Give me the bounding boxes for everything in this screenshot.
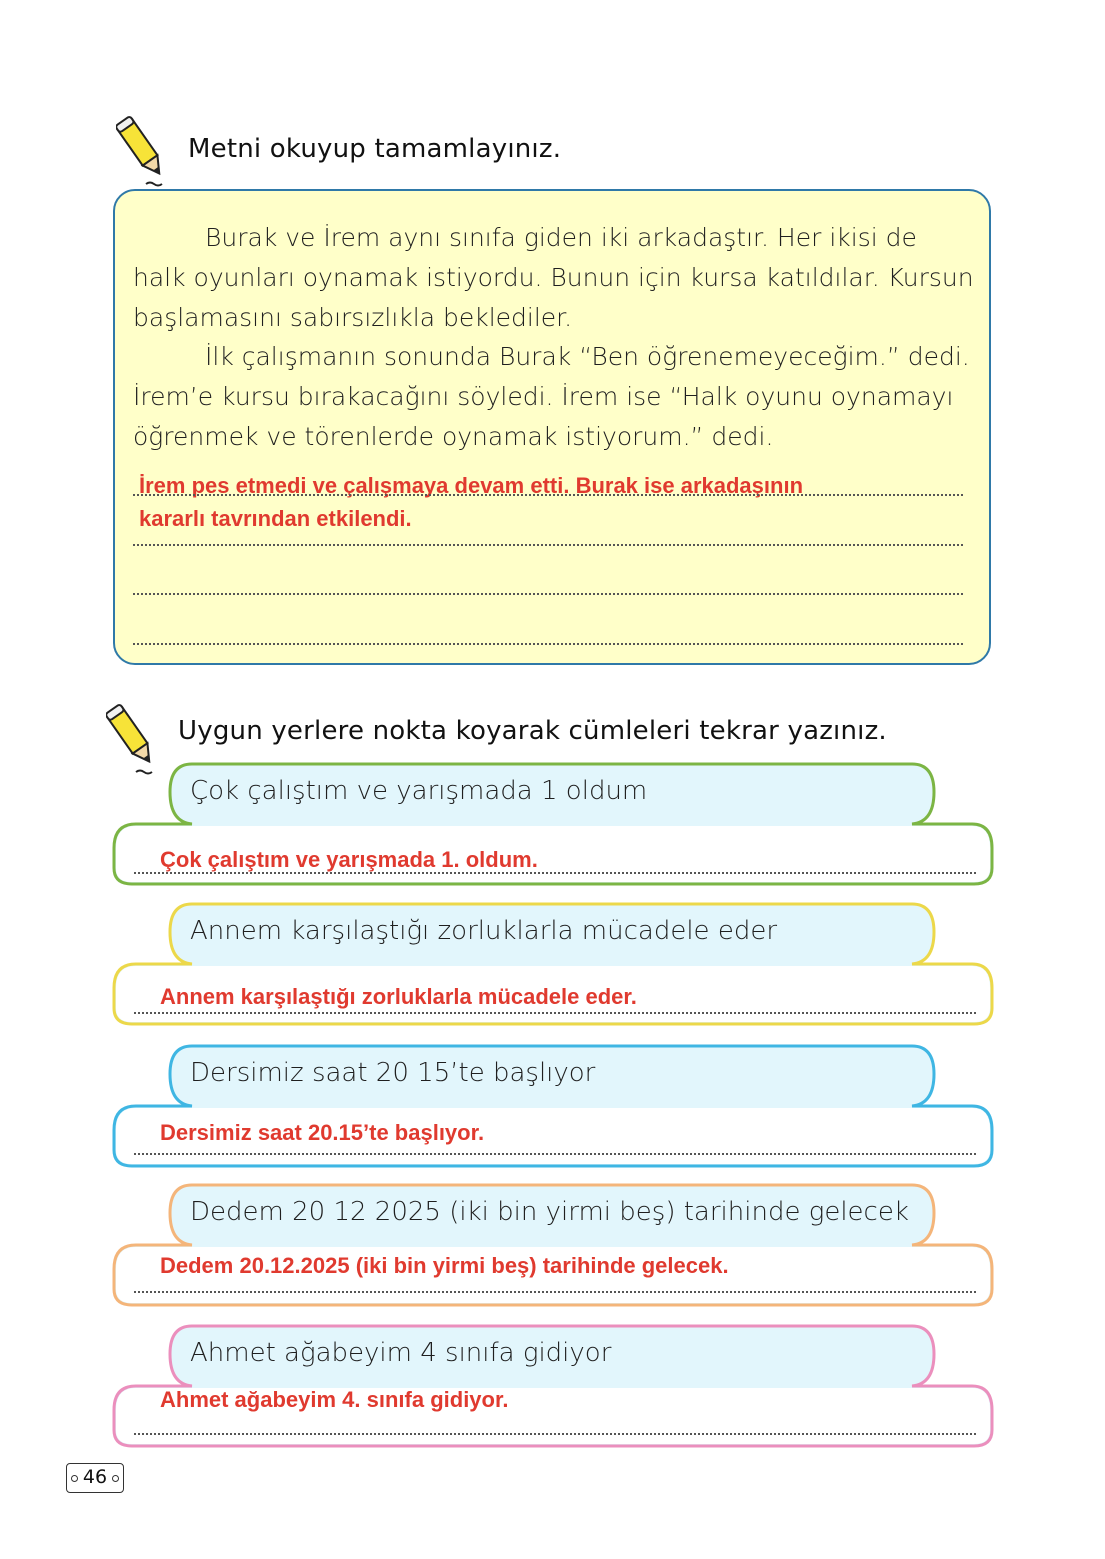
story-line: halk oyunları oynamak istiyordu. Bunun için kursa katıldılar. Kursun: [133, 263, 974, 292]
story-box: [113, 189, 991, 665]
writing-line[interactable]: [134, 1433, 976, 1435]
writing-line[interactable]: [133, 593, 963, 595]
answer-line: kararlı tavrından etkilendi.: [139, 506, 412, 531]
answer-text: Ahmet ağabeyim 4. sınıfa gidiyor.: [160, 1387, 509, 1412]
section2-heading: Uygun yerlere nokta koyarak cümleleri tekrar yazınız.: [178, 716, 887, 746]
writing-line[interactable]: [134, 1291, 976, 1293]
story-line: başlamasını sabırsızlıkla beklediler.: [133, 303, 573, 332]
answer-text: Dedem 20.12.2025 (iki bin yirmi beş) tarihinde gelecek.: [160, 1253, 729, 1278]
answer-text: Annem karşılaştığı zorluklarla mücadele eder.: [160, 984, 637, 1009]
question-text: Dersimiz saat 20 15’te başlıyor: [190, 1058, 596, 1088]
answer-line: İrem pes etmedi ve çalışmaya devam etti. Burak ise arkadaşının: [139, 473, 804, 498]
story-line: Burak ve İrem aynı sınıfa giden iki arkadaştır. Her ikisi de: [205, 223, 917, 252]
question-text: Annem karşılaştığı zorluklarla mücadele eder: [190, 916, 778, 946]
story-line: İlk çalışmanın sonunda Burak “Ben öğrenemeyeceğim.” dedi.: [205, 342, 970, 371]
writing-line[interactable]: [133, 643, 963, 645]
writing-line[interactable]: [134, 1153, 976, 1155]
section1-heading: Metni okuyup tamamlayınız.: [188, 134, 562, 164]
writing-line[interactable]: [133, 544, 963, 546]
question-text: Ahmet ağabeyim 4 sınıfa gidiyor: [190, 1338, 612, 1368]
answer-text: Dersimiz saat 20.15’te başlıyor.: [160, 1120, 485, 1145]
exercise-item-5: [112, 1322, 994, 1450]
writing-line[interactable]: [134, 872, 976, 874]
writing-line[interactable]: [133, 494, 963, 496]
story-line: İrem’e kursu bırakacağını söyledi. İrem ise “Halk oyunu oynamayı: [133, 382, 954, 411]
answer-text: Çok çalıştım ve yarışmada 1. oldum.: [160, 847, 538, 872]
question-text: Dedem 20 12 2025 (iki bin yirmi beş) tarihinde gelecek: [190, 1197, 909, 1227]
exercise-item-3: [112, 1042, 994, 1170]
writing-line[interactable]: [134, 1012, 976, 1014]
question-text: Çok çalıştım ve yarışmada 1 oldum: [190, 776, 648, 806]
exercise-item-1: [112, 760, 994, 888]
pencil-icon: [116, 114, 172, 184]
page-number-text: 46: [82, 1466, 108, 1488]
story-line: öğrenmek ve törenlerde oynamak istiyorum.” dedi.: [133, 422, 774, 451]
exercise-item-2: [112, 900, 994, 1028]
page-number: [66, 1463, 124, 1493]
exercise-item-4: [112, 1181, 994, 1309]
